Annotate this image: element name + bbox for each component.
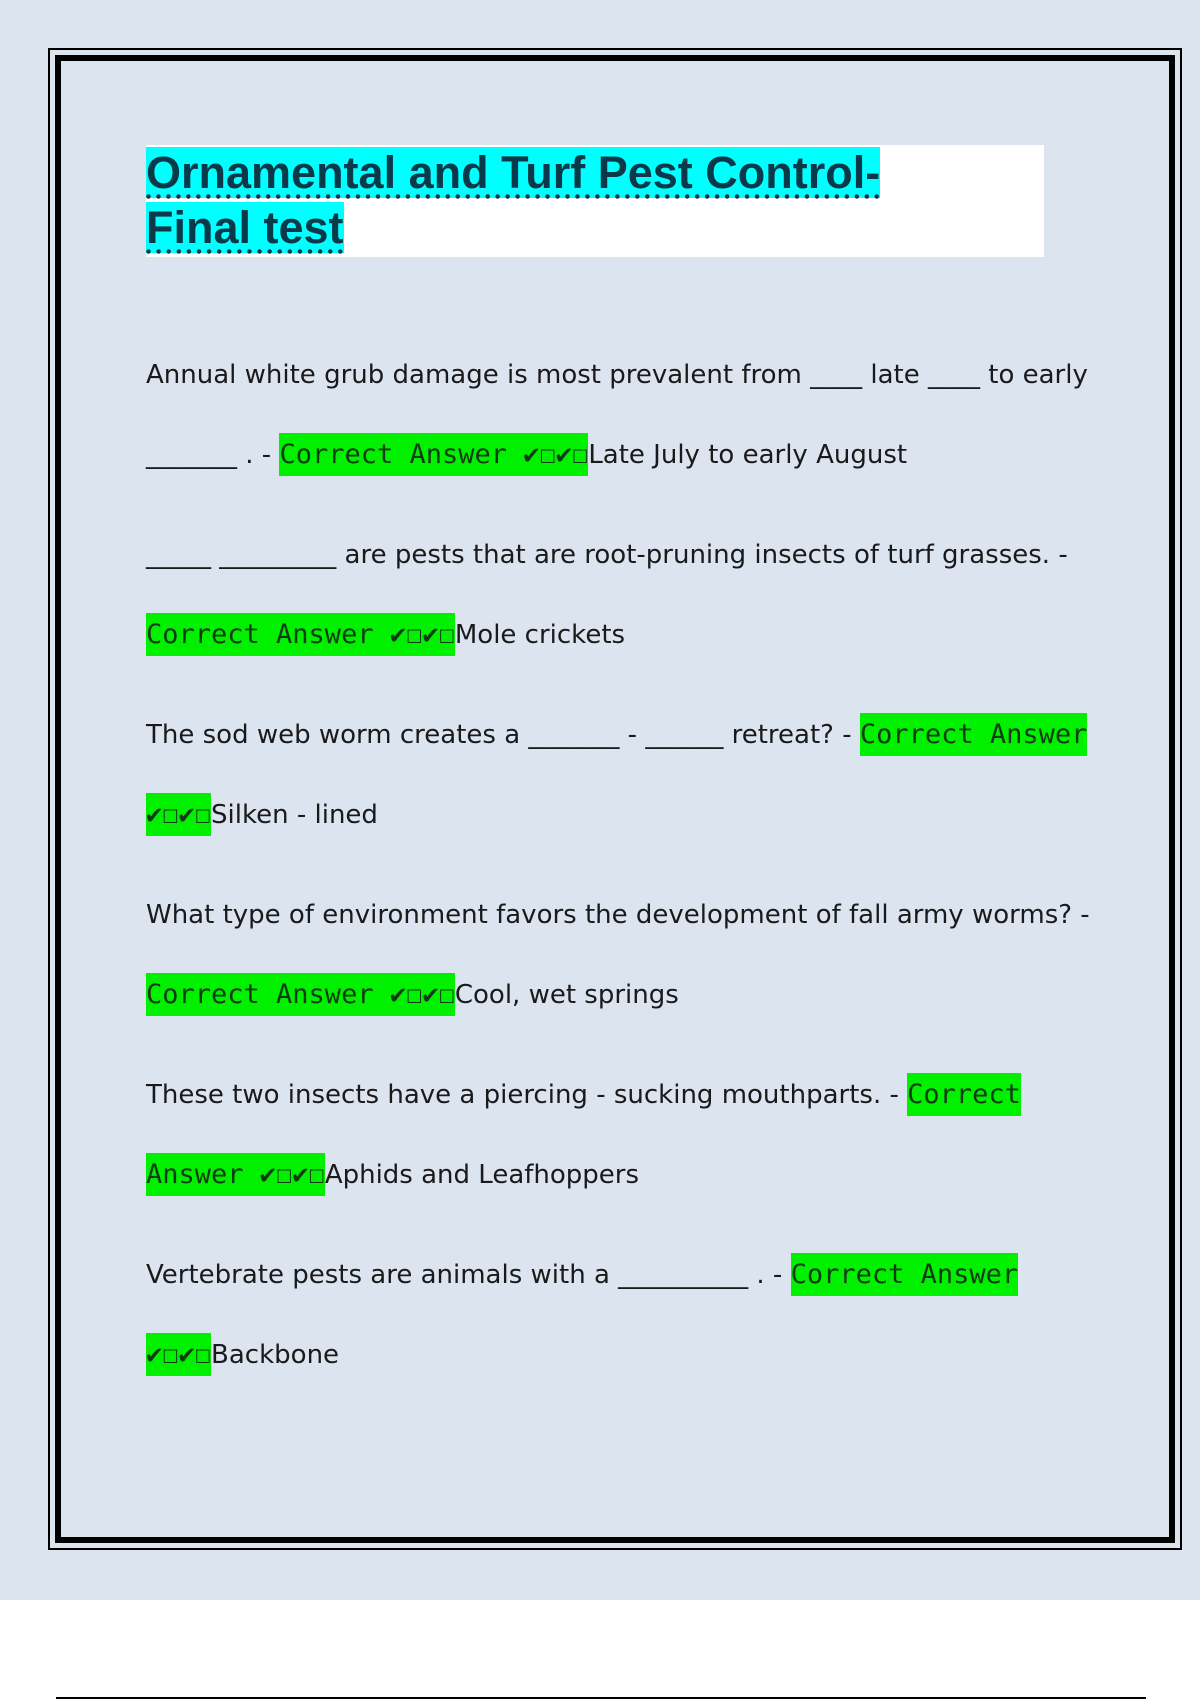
qa-item-5 xyxy=(146,1055,1096,1215)
correct-answer-label: Correct Answer ✔☐✔☐ xyxy=(146,973,455,1016)
question-text: These two insects have a piercing - sucking mouthparts. - xyxy=(146,1080,908,1110)
question-text: _____ _________ are pests that are root-pruning insects of turf grasses. - xyxy=(146,540,1068,570)
qa-item-4 xyxy=(146,875,1096,1035)
qa-item-6 xyxy=(146,1235,1096,1395)
qa-item-3 xyxy=(146,695,1096,855)
qa-item-2 xyxy=(146,515,1096,675)
answer-text: Aphids and Leafhoppers xyxy=(324,1160,640,1190)
answer-text: Late July to early August xyxy=(588,440,908,470)
correct-answer-label: Correct Answer ✔☐✔☐ xyxy=(146,1073,1021,1196)
qa-item-1 xyxy=(146,335,1096,495)
qa-list xyxy=(146,335,1096,1415)
answer-text: Cool, wet springs xyxy=(454,980,679,1010)
question-text: What type of environment favors the development of fall army worms? - xyxy=(146,900,1090,930)
question-text: Vertebrate pests are animals with a __________ . - xyxy=(146,1260,791,1290)
document-title: Ornamental and Turf Pest Control- Final test xyxy=(146,147,881,253)
answer-text: Mole crickets xyxy=(454,620,626,650)
answer-text: Backbone xyxy=(211,1340,340,1370)
correct-answer-label: Correct Answer ✔☐✔☐ xyxy=(146,613,455,656)
question-text: The sod web worm creates a _______ - ______ retreat? - xyxy=(146,720,860,750)
footer-rule xyxy=(56,1697,1146,1699)
correct-answer-label: Correct Answer ✔☐✔☐ xyxy=(146,713,1087,836)
question-text: Annual white grub damage is most prevalent from ____ late ____ to early _______ . - xyxy=(146,360,1088,470)
answer-text: Silken - lined xyxy=(211,800,378,830)
correct-answer-label: Correct Answer ✔☐✔☐ xyxy=(279,433,588,476)
correct-answer-label: Correct Answer ✔☐✔☐ xyxy=(146,1253,1018,1376)
